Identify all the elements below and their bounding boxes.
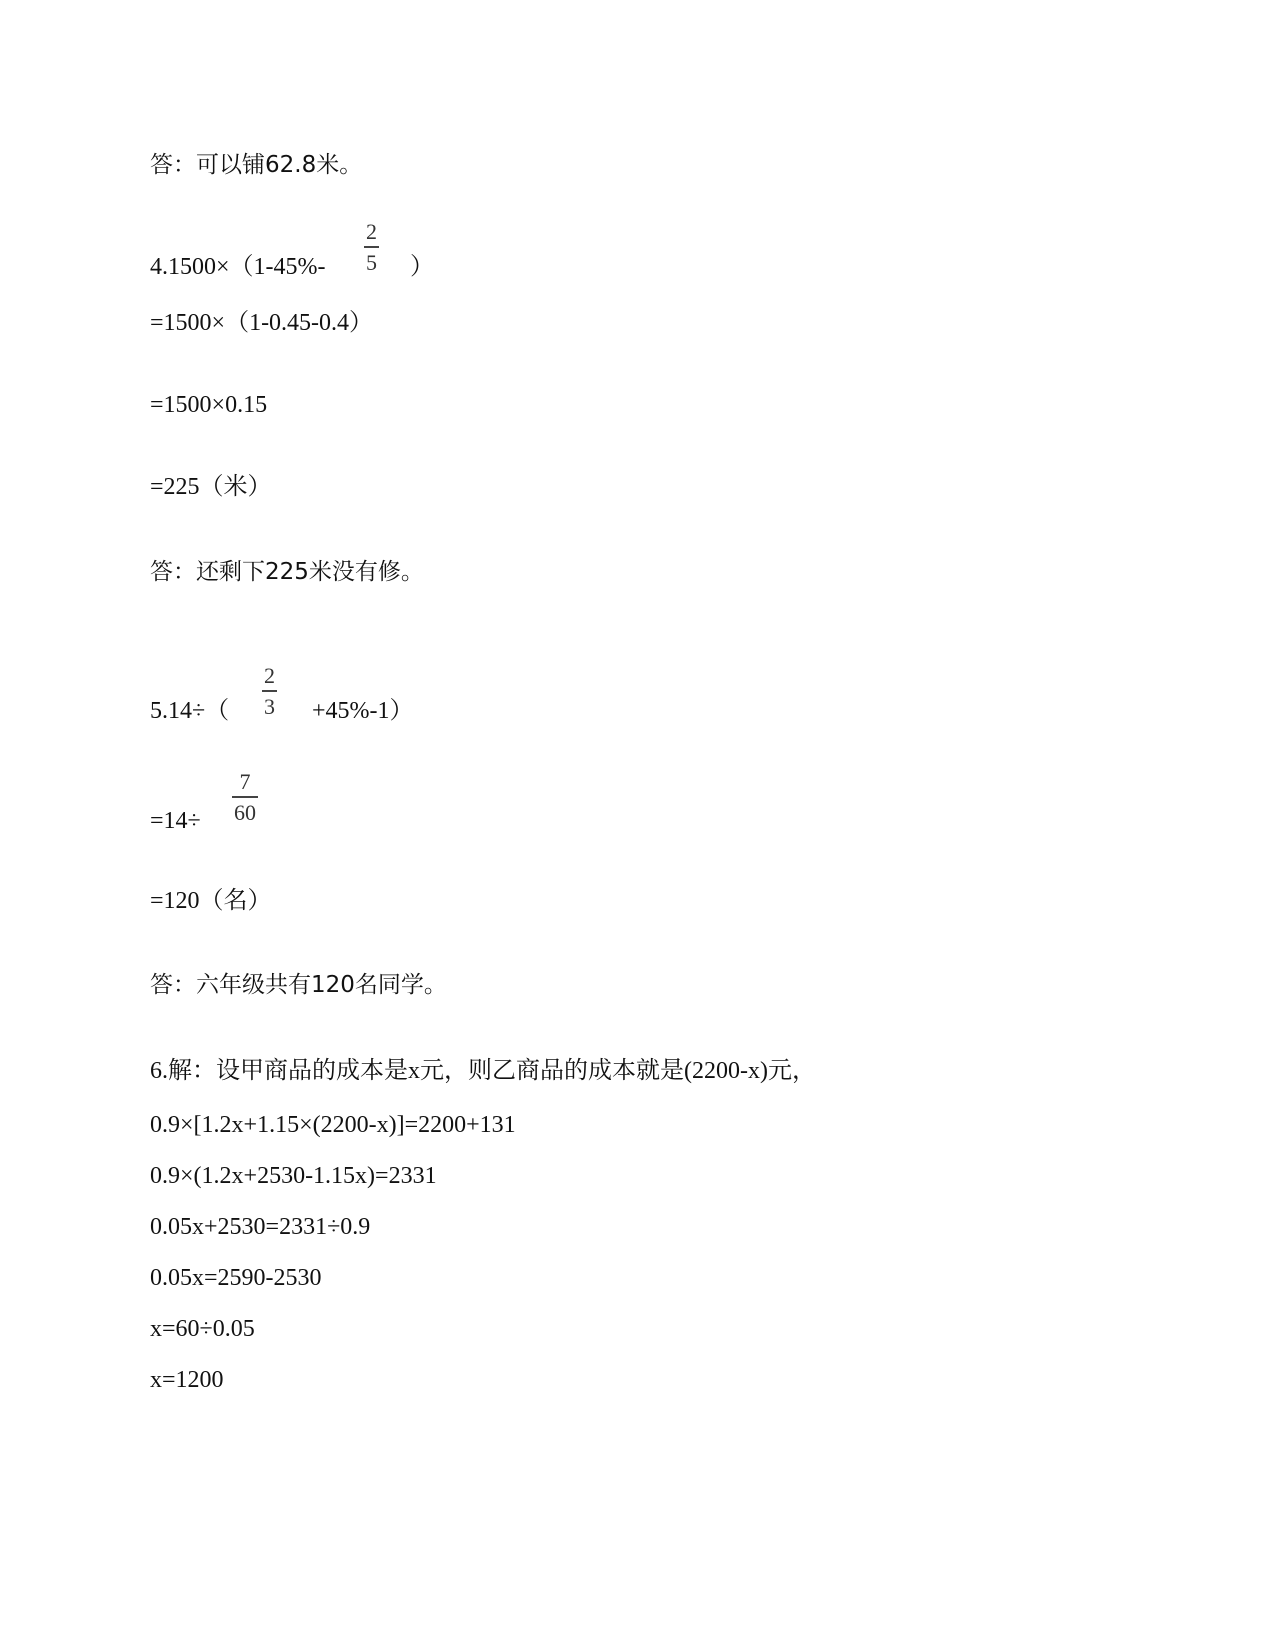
q5-fraction	[262, 664, 277, 719]
q4-fraction	[364, 220, 379, 275]
q6-step-6: x=1200	[150, 1367, 224, 1393]
q4-step-1: =1500×（1-0.45-0.4）	[150, 310, 374, 336]
answer-4: 答：还剩下225米没有修。	[150, 559, 424, 585]
q5-step-1-numerator: 7	[239, 769, 251, 794]
q6-step-2: 0.9×(1.2x+2530-1.15x)=2331	[150, 1163, 437, 1189]
q4-expression-prefix: 4.1500×（1-45%-	[150, 254, 326, 280]
q6-step-3: 0.05x+2530=2331÷0.9	[150, 1214, 371, 1240]
q4-step-3: =225（米）	[150, 474, 272, 500]
answer-3: 答：可以铺62.8米。	[150, 152, 363, 178]
fraction-bar	[262, 690, 277, 692]
q4-fraction-numerator: 2	[366, 219, 377, 244]
q5-step-1-denominator: 60	[234, 799, 256, 825]
q5-step-1-prefix: =14÷	[150, 808, 201, 834]
q5-expression-prefix: 5.14÷（	[150, 698, 230, 724]
q6-step-4: 0.05x=2590-2530	[150, 1265, 322, 1291]
q5-fraction-numerator: 2	[264, 663, 275, 688]
q4-expression-suffix: ）	[410, 254, 434, 280]
q6-step-1: 0.9×[1.2x+1.15×(2200-x)]=2200+131	[150, 1112, 516, 1138]
fraction-bar	[364, 246, 379, 248]
fraction-bar	[232, 796, 258, 798]
q5-step-2: =120（名）	[150, 888, 272, 914]
q4-step-2: =1500×0.15	[150, 392, 268, 418]
q5-expression-suffix: +45%-1）	[312, 698, 414, 724]
q6-intro: 6.解：设甲商品的成本是x元，则乙商品的成本就是(2200-x)元，	[150, 1058, 816, 1084]
q5-step-1-fraction	[232, 770, 258, 825]
q5-fraction-denominator: 3	[264, 693, 275, 719]
q4-fraction-denominator: 5	[366, 249, 377, 275]
q6-step-5: x=60÷0.05	[150, 1316, 255, 1342]
answer-5: 答：六年级共有120名同学。	[150, 972, 447, 998]
